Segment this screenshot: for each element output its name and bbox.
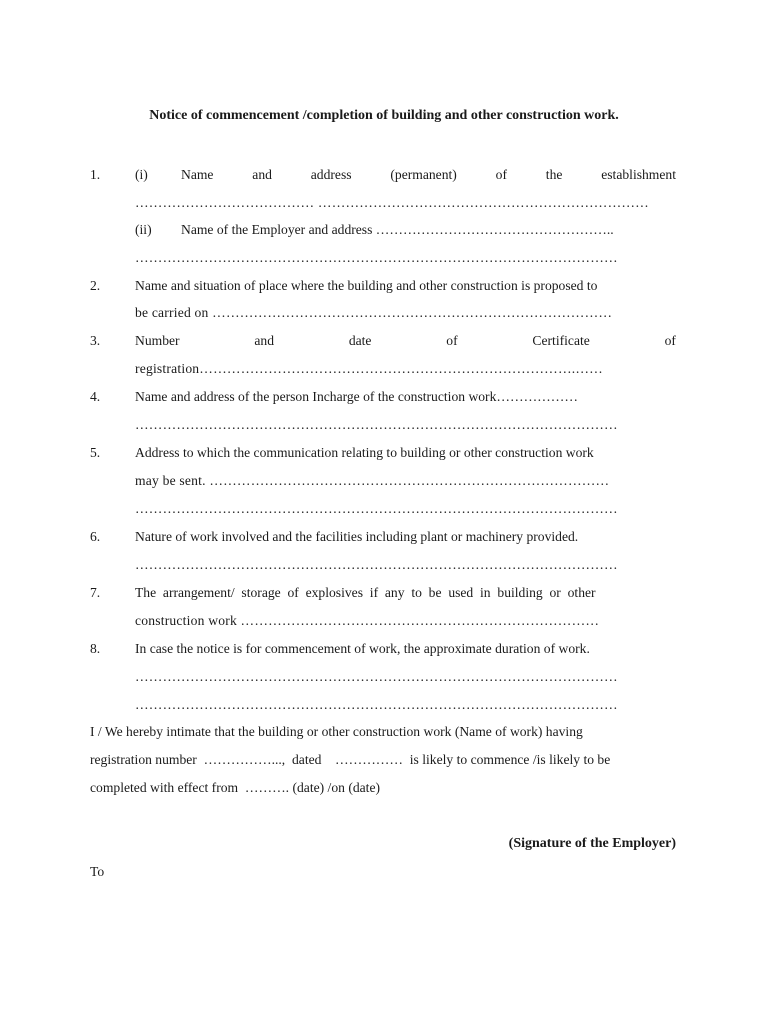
item-1-sub-ii-text: Name of the Employer and address …………………………………………….. [181, 222, 614, 237]
item-4-line-2: …………………………………………………………………………………………… [135, 417, 618, 432]
item-1-sub-i-label: (i) [135, 167, 148, 182]
item-3-line-1 [135, 332, 676, 350]
item-8-line-2: …………………………………………………………………………………………… [135, 669, 618, 684]
document-title: Notice of commencement /completion of building and other construction work. [149, 108, 619, 123]
item-number-6: 6. [90, 529, 101, 544]
word: of [664, 333, 676, 348]
item-1-sub-i-text [181, 166, 676, 184]
declaration-line-2: registration number ……………..., dated …………… is likely to commence /is likely to be [90, 752, 611, 767]
item-number-7: 7. [90, 585, 101, 600]
item-5-line-2: may be sent. …………………………………………………………………………… [135, 473, 610, 488]
item-number-3: 3. [90, 333, 101, 348]
declaration-line-3: completed with effect from ………. (date) /on (date) [90, 780, 381, 795]
item-number-5: 5. [90, 445, 101, 460]
item-7-line-1: The arrangement/ storage of explosives if any to be used in building or other [135, 585, 596, 600]
word: Certificate [532, 333, 590, 348]
item-8-line-1: In case the notice is for commencement of work, the approximate duration of work. [135, 641, 590, 656]
word: (permanent) [390, 167, 457, 182]
item-2-line-2: be carried on …………………………………………………………………………… [135, 305, 613, 320]
word: address [310, 167, 352, 182]
declaration-line-1: I / We hereby intimate that the building or other construction work (Name of work) having [90, 724, 583, 739]
item-1-sub-i-dots: ………………………………… ……………………………………………………………… [135, 195, 649, 210]
item-1-sub-ii-dots: …………………………………………………………………………………………… [135, 250, 618, 265]
word: date [348, 333, 372, 348]
item-4-line-1: Name and address of the person Incharge of the construction work……………… [135, 389, 578, 404]
item-number-2: 2. [90, 278, 101, 293]
item-1-sub-ii-label: (ii) [135, 222, 152, 237]
word: Number [135, 333, 180, 348]
item-6-line-1: Nature of work involved and the facilities including plant or machinery provided. [135, 529, 579, 544]
item-6-line-2: …………………………………………………………………………………………… [135, 557, 618, 572]
item-3-line-2: registration……………………………………………………………………….…… [135, 361, 603, 376]
word: of [446, 333, 458, 348]
item-number-1: 1. [90, 167, 101, 182]
item-7-line-2: construction work …………………………………………………………………… [135, 613, 600, 628]
word: the [545, 167, 563, 182]
word: establishment [601, 167, 676, 182]
word: and [252, 167, 272, 182]
word: Name [181, 167, 214, 182]
addressee-to: To [90, 864, 105, 879]
item-number-8: 8. [90, 641, 101, 656]
word: of [495, 167, 507, 182]
signature-label: (Signature of the Employer) [508, 836, 676, 851]
item-5-line-3: …………………………………………………………………………………………… [135, 501, 618, 516]
item-8-line-3: …………………………………………………………………………………………… [135, 697, 618, 712]
item-5-line-1: Address to which the communication relating to building or other construction work [135, 445, 594, 460]
item-number-4: 4. [90, 389, 101, 404]
item-2-line-1: Name and situation of place where the building and other construction is proposed to [135, 278, 598, 293]
word: and [254, 333, 274, 348]
